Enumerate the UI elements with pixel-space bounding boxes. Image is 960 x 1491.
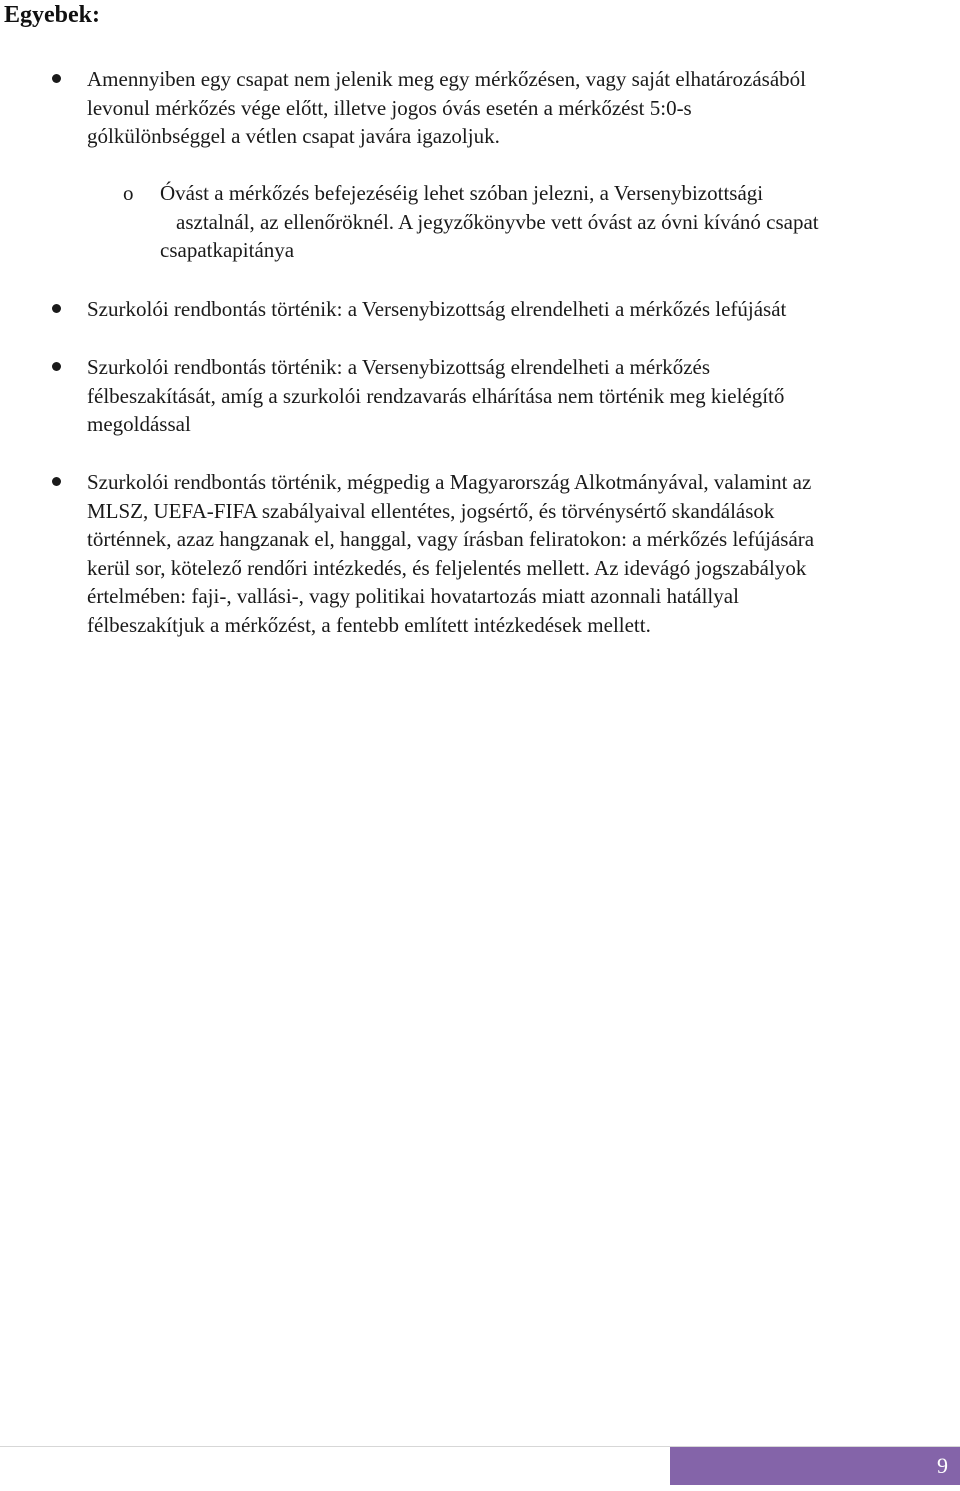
bullet-icon [52, 362, 61, 371]
section-heading: Egyebek: [4, 2, 100, 28]
list-item-4-line-3: történnek, azaz hangzanak el, hanggal, vagy írásban feliratokon: a mérkőzés lefújására [87, 527, 815, 552]
list-item-2-line-1: Szurkolói rendbontás történik: a Versenybizottság elrendelheti a mérkőzés lefújását [87, 297, 787, 321]
list-item-4 [87, 468, 947, 640]
bullet-icon [52, 74, 61, 83]
sub-item-line-3: csapatkapitánya [160, 238, 295, 263]
page-number: 9 [937, 1453, 948, 1478]
list-item-4-line-1: Szurkolói rendbontás történik, mégpedig a Magyarország Alkotmányával, valamint az [87, 470, 812, 494]
bullet-icon [52, 477, 61, 486]
sub-bullet-icon: o [123, 181, 134, 205]
footer-page-box [670, 1447, 960, 1485]
sub-item-line-1: Óvást a mérkőzés befejezéséig lehet szóban jelezni, a Versenybizottsági [160, 181, 764, 205]
list-item-4-line-2: MLSZ, UEFA-FIFA szabályaival ellentétes, jogsértő, és törvénysértő skandálások [87, 498, 775, 523]
list-item-4-line-5: értelmében: faji-, vallási-, vagy politikai hovatartozás miatt azonnali hatállyal [87, 584, 739, 609]
list-item-3-line-2: félbeszakítását, amíg a szurkolói rendzavarás elhárítása nem történik meg kielégítő [87, 383, 785, 408]
list-item-3-line-3: megoldással [87, 412, 191, 437]
sub-item-line-2: asztalnál, az ellenőröknél. A jegyzőkönyvbe vett óvást az óvni kívánó csapat [176, 209, 819, 234]
sub-list-item [160, 179, 920, 265]
list-item-2 [87, 295, 947, 324]
list-item-1-line-3: gólkülönbséggel a vétlen csapat javára igazoljuk. [87, 124, 500, 149]
list-item-1 [87, 65, 947, 151]
list-item-1-line-2: levonul mérkőzés vége előtt, illetve jogos óvás esetén a mérkőzést 5:0-s [87, 95, 692, 120]
bullet-icon [52, 304, 61, 313]
list-item-4-line-4: kerül sor, kötelező rendőri intézkedés, és feljelentés mellett. Az idevágó jogszabályok [87, 555, 807, 580]
list-item-3 [87, 353, 947, 439]
list-item-4-line-6: félbeszakítjuk a mérkőzést, a fentebb említett intézkedések mellett. [87, 612, 651, 637]
list-item-1-line-1: Amennyiben egy csapat nem jelenik meg egy mérkőzésen, vagy saját elhatározásából [87, 67, 806, 91]
list-item-3-line-1: Szurkolói rendbontás történik: a Versenybizottság elrendelheti a mérkőzés [87, 355, 711, 379]
